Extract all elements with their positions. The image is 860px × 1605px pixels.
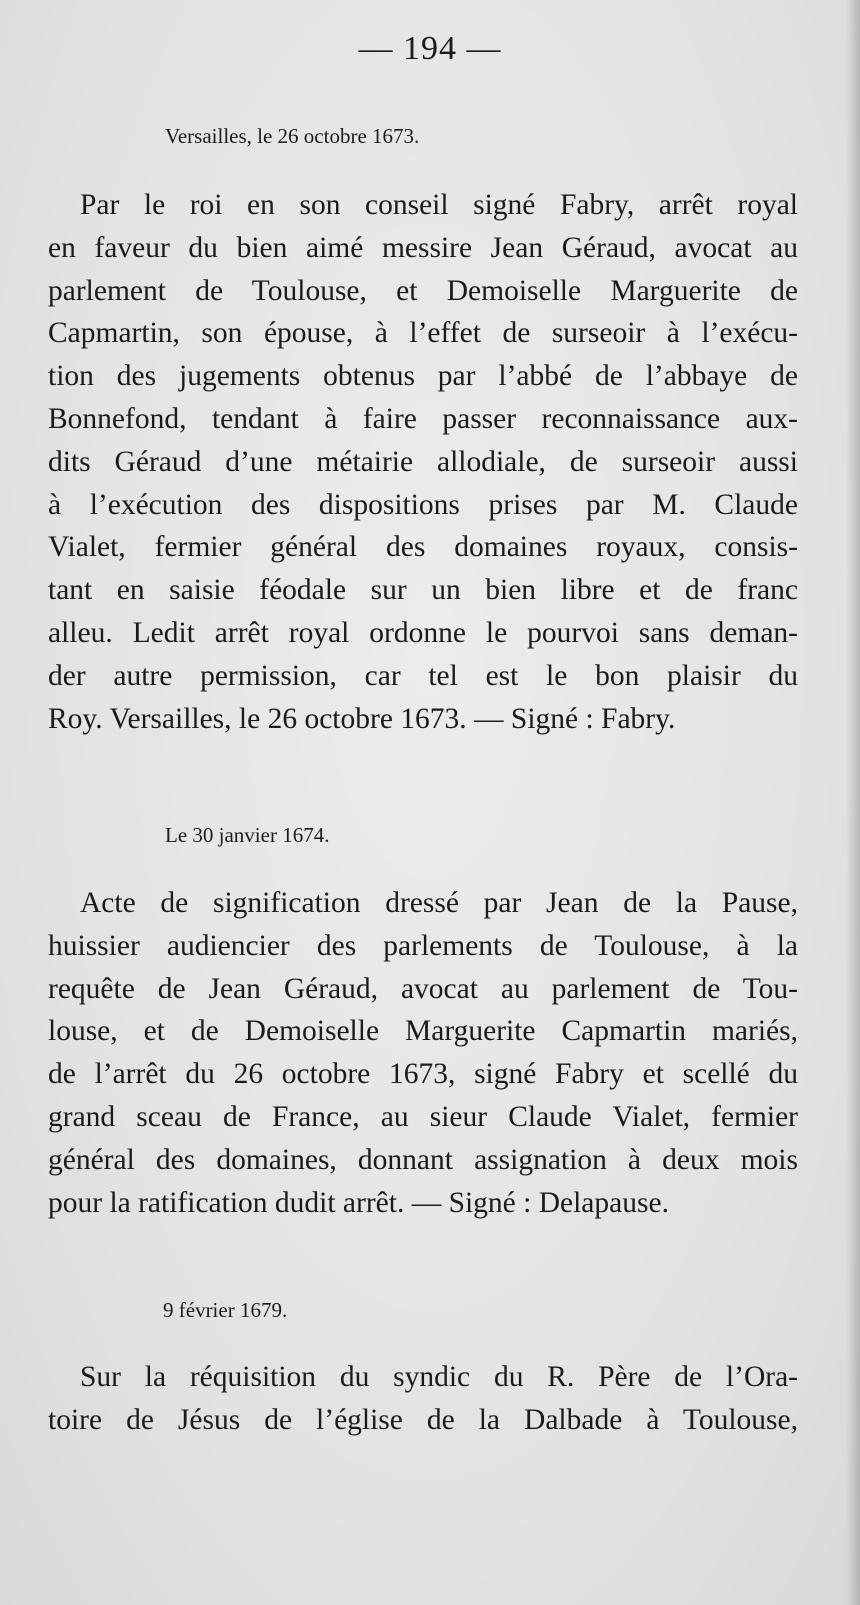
section-3-paragraph (48, 1356, 798, 1442)
section-2-paragraph (48, 882, 798, 1224)
text-line: huissier audiencier des parlements de Toulouse, à la (48, 929, 798, 962)
text-line: Capmartin, son épouse, à l’effet de surseoir à l’exécu- (48, 317, 798, 350)
section-2-dateline: Le 30 janvier 1674. (165, 823, 330, 847)
text-line: grand sceau de France, au sieur Claude Vialet, fermier (48, 1100, 798, 1133)
text-line: requête de Jean Géraud, avocat au parlement de Tou- (48, 972, 798, 1005)
text-line: Par le roi en son conseil signé Fabry, arrêt royal (80, 189, 798, 221)
page-number: — 194 — (358, 30, 502, 67)
section-1-dateline: Versailles, le 26 octobre 1673. (165, 124, 420, 148)
text-line: pour la ratification dudit arrêt. — Signé : Delapause. (48, 1186, 669, 1219)
text-line: der autre permission, car tel est le bon plaisir du (48, 659, 798, 692)
text-line: dits Géraud d’une métairie allodiale, de surseoir aussi (48, 445, 798, 478)
section-3-dateline: 9 février 1679. (163, 1298, 288, 1322)
text-line: tant en saisie féodale sur un bien libre et de franc (48, 574, 798, 607)
text-line: toire de Jésus de l’église de la Dalbade à Toulouse, (48, 1403, 798, 1436)
section-1-paragraph (48, 184, 798, 740)
text-line: Bonnefond, tendant à faire passer reconnaissance aux- (48, 402, 798, 435)
text-line: Vialet, fermier général des domaines royaux, consis- (48, 531, 798, 564)
text-line: Roy. Versailles, le 26 octobre 1673. — Signé : Fabry. (48, 702, 676, 735)
text-line: de l’arrêt du 26 octobre 1673, signé Fabry et scellé du (48, 1058, 798, 1091)
text-line: en faveur du bien aimé messire Jean Géraud, avocat au (48, 231, 798, 264)
text-line: louse, et de Demoiselle Marguerite Capmartin mariés, (48, 1015, 798, 1048)
text-line: tion des jugements obtenus par l’abbé de l’abbaye de (48, 360, 798, 393)
text-line: Acte de signification dressé par Jean de la Pause, (80, 887, 798, 919)
page-edge-shadow (846, 0, 860, 1605)
text-line: Sur la réquisition du syndic du R. Père de l’Ora- (80, 1361, 798, 1393)
text-line: alleu. Ledit arrêt royal ordonne le pourvoi sans deman- (48, 616, 798, 649)
text-line: parlement de Toulouse, et Demoiselle Marguerite de (48, 274, 798, 307)
text-line: à l’exécution des dispositions prises par M. Claude (48, 488, 798, 521)
text-line: général des domaines, donnant assignation à deux mois (48, 1143, 798, 1176)
